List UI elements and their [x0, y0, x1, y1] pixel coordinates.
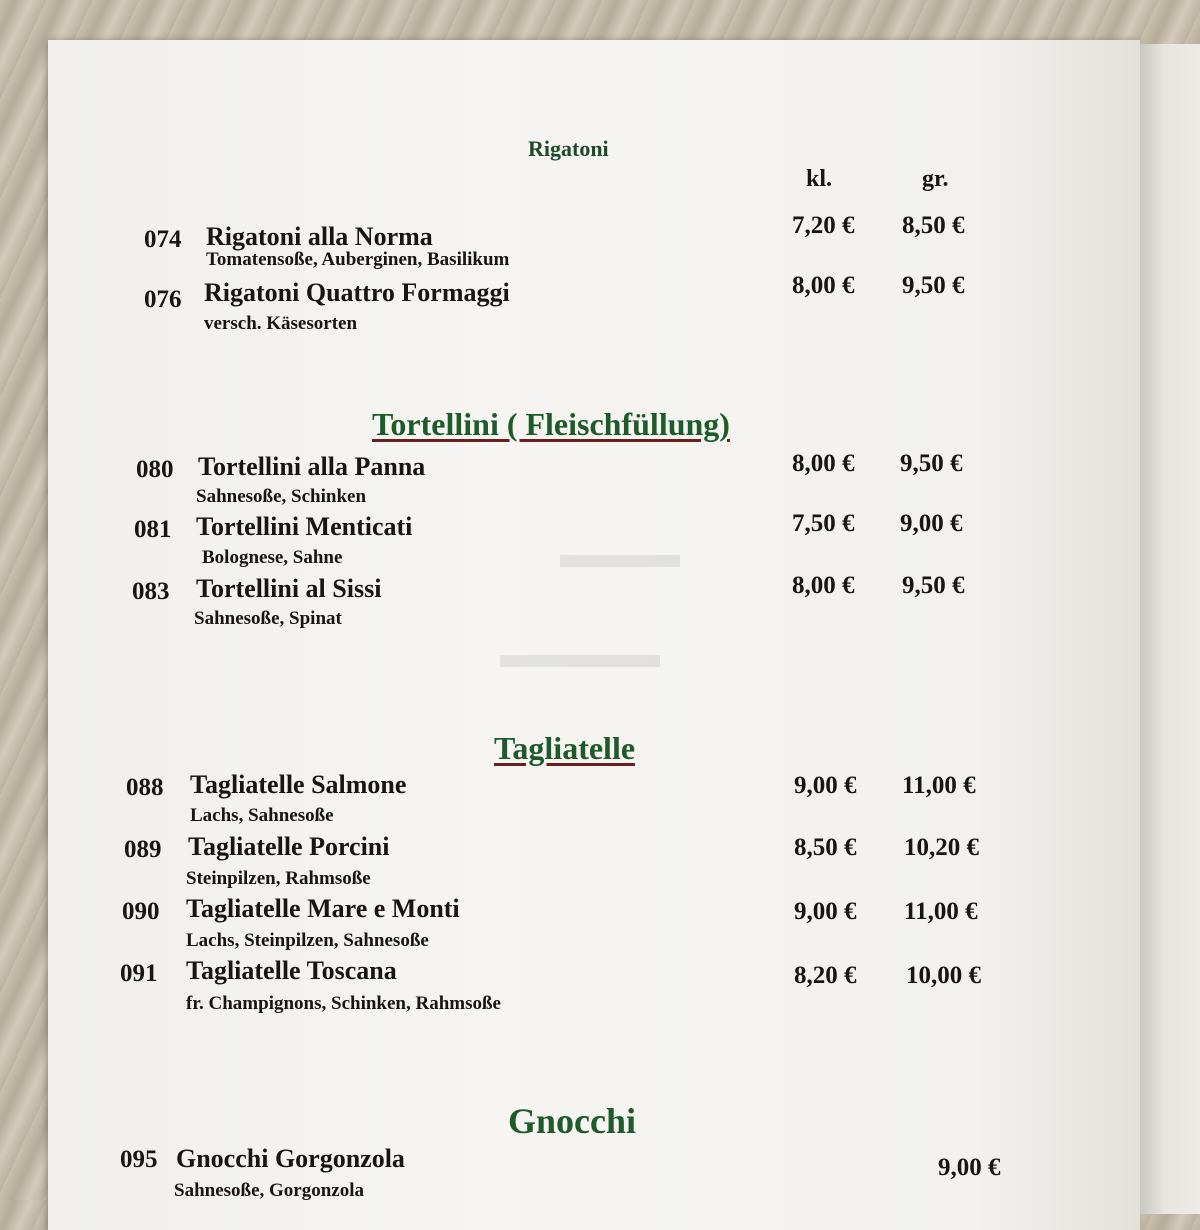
next-page-edge [1140, 44, 1200, 1214]
column-header-small: kl. [806, 166, 833, 192]
price-small: 7,50 € [792, 510, 855, 537]
item-description: Sahnesoße, Schinken [196, 486, 367, 507]
item-number: 089 [124, 836, 162, 863]
item-name: Tortellini al Sissi [196, 574, 382, 603]
item-number: 091 [120, 960, 158, 987]
section-title-tortellini: Tortellini ( Fleischfüllung) [372, 406, 730, 442]
item-name: Tagliatelle Salmone [190, 770, 407, 799]
section-title-rigatoni: Rigatoni [528, 136, 609, 161]
item-name: Tagliatelle Porcini [188, 832, 390, 861]
item-number: 074 [144, 226, 182, 253]
item-number: 076 [144, 286, 182, 313]
price-large: 11,00 € [902, 772, 976, 799]
item-description: versch. Käsesorten [204, 313, 358, 334]
price-large: 8,50 € [902, 212, 965, 239]
column-header-large: gr. [922, 166, 949, 192]
item-description: Lachs, Steinpilzen, Sahnesoße [186, 930, 429, 951]
item-name: Tortellini alla Panna [198, 452, 426, 481]
price-small: 9,00 € [794, 772, 857, 799]
item-description: Sahnesoße, Gorgonzola [174, 1180, 365, 1201]
price-large: 9,50 € [902, 572, 965, 599]
item-name: Rigatoni alla Norma [206, 222, 433, 251]
item-name: Tortellini Menticati [196, 512, 413, 541]
item-number: 095 [120, 1146, 158, 1173]
item-number: 081 [134, 516, 172, 543]
price-large: 10,00 € [906, 962, 981, 989]
section-title-gnocchi: Gnocchi [508, 1101, 637, 1141]
item-name: Rigatoni Quattro Formaggi [204, 278, 510, 307]
price-large: 9,00 € [938, 1154, 1001, 1181]
price-small: 8,20 € [794, 962, 857, 989]
item-description: Lachs, Sahnesoße [190, 805, 334, 826]
item-name: Tagliatelle Toscana [186, 956, 397, 985]
item-description: Sahnesoße, Spinat [194, 608, 342, 629]
price-small: 8,00 € [792, 272, 855, 299]
item-description: Tomatensoße, Auberginen, Basilikum [206, 249, 510, 270]
price-large: 11,00 € [904, 898, 978, 925]
price-small: 8,00 € [792, 450, 855, 477]
price-large: 9,50 € [902, 272, 965, 299]
price-large: 9,50 € [900, 450, 963, 477]
price-small: 8,00 € [792, 572, 855, 599]
item-name: Gnocchi Gorgonzola [176, 1144, 405, 1173]
price-large: 10,20 € [904, 834, 979, 861]
item-description: fr. Champignons, Schinken, Rahmsoße [186, 993, 501, 1014]
item-number: 090 [122, 898, 160, 925]
section-title-tagliatelle: Tagliatelle [494, 730, 636, 766]
price-small: 7,20 € [792, 212, 855, 239]
item-number: 088 [126, 774, 164, 801]
price-small: 8,50 € [794, 834, 857, 861]
item-number: 083 [132, 578, 170, 605]
show-through-decoration: ▬▬▬ [560, 531, 680, 576]
item-description: Steinpilzen, Rahmsoße [186, 868, 371, 889]
item-number: 080 [136, 456, 174, 483]
item-name: Tagliatelle Mare e Monti [186, 894, 460, 923]
item-description: Bolognese, Sahne [202, 547, 343, 568]
price-small: 9,00 € [794, 898, 857, 925]
show-through-decoration: ▬▬▬▬ [500, 631, 660, 676]
price-large: 9,00 € [900, 510, 963, 537]
